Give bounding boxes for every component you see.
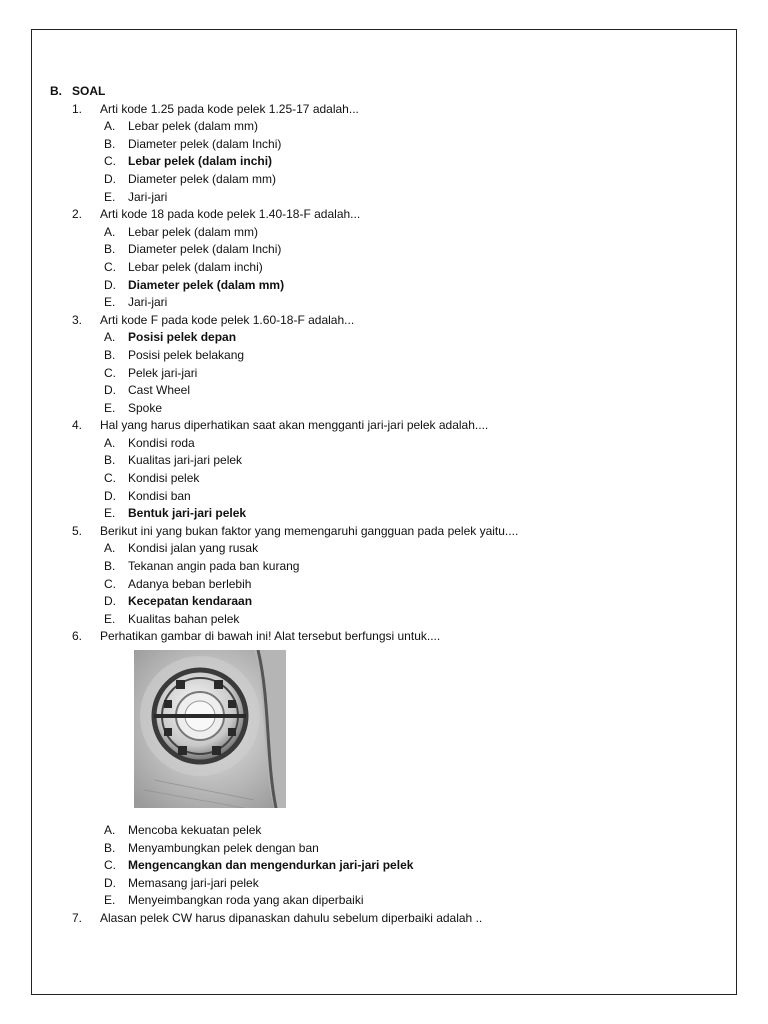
- option-letter: D.: [104, 594, 116, 609]
- option-text: Menyambungkan pelek dengan ban: [128, 840, 319, 855]
- option-text: Mengencangkan dan mengendurkan jari-jari pelek: [128, 858, 414, 873]
- question-number: 5.: [72, 523, 83, 538]
- question-text: Hal yang harus diperhatikan saat akan mengganti jari-jari pelek adalah....: [100, 418, 489, 433]
- option-b: [50, 347, 730, 365]
- option-text: Kondisi roda: [128, 435, 195, 450]
- option-c: [50, 259, 730, 277]
- option-letter: A.: [104, 224, 116, 239]
- option-letter: C.: [104, 576, 116, 591]
- option-text: Cast Wheel: [128, 383, 191, 398]
- option-e: [50, 892, 730, 910]
- question-text: Perhatikan gambar di bawah ini! Alat tersebut berfungsi untuk....: [100, 629, 441, 644]
- option-letter: C.: [104, 259, 116, 274]
- option-letter: D.: [104, 488, 116, 503]
- option-letter: C.: [104, 471, 116, 486]
- option-a: [50, 540, 730, 558]
- option-text: Lebar pelek (dalam mm): [128, 119, 259, 134]
- option-a: [50, 224, 730, 242]
- option-e: [50, 505, 730, 523]
- option-letter: A.: [104, 823, 116, 837]
- question-number: 2.: [72, 207, 83, 222]
- option-c: [50, 857, 730, 875]
- option-c: [50, 470, 730, 488]
- question-number: 4.: [72, 418, 83, 433]
- option-b: [50, 241, 730, 259]
- option-text: Posisi pelek belakang: [128, 347, 245, 362]
- option-text: Kondisi jalan yang rusak: [128, 541, 259, 556]
- option-letter: C.: [104, 858, 116, 873]
- quiz-content: [50, 83, 730, 928]
- question-6: [50, 628, 730, 646]
- option-b: [50, 840, 730, 858]
- option-e: [50, 294, 730, 312]
- option-a: [50, 822, 730, 840]
- option-e: [50, 400, 730, 418]
- option-d: [50, 277, 730, 295]
- option-letter: E.: [104, 400, 116, 415]
- option-letter: A.: [104, 435, 116, 450]
- option-text: Spoke: [128, 400, 163, 415]
- option-letter: A.: [104, 541, 116, 556]
- option-letter: B.: [104, 347, 116, 362]
- question-number: 6.: [72, 629, 83, 644]
- option-c: [50, 576, 730, 594]
- option-c: [50, 365, 730, 383]
- option-text: Diameter pelek (dalam Inchi): [128, 136, 282, 151]
- option-text: Kondisi ban: [128, 488, 191, 503]
- option-text: Mencoba kekuatan pelek: [128, 823, 262, 837]
- option-letter: B.: [104, 840, 116, 855]
- option-b: [50, 452, 730, 470]
- option-letter: A.: [104, 119, 116, 134]
- option-text: Adanya beban berlebih: [128, 576, 252, 591]
- option-text: Kecepatan kendaraan: [128, 594, 253, 609]
- question-3: [50, 312, 730, 330]
- option-text: Diameter pelek (dalam mm): [128, 277, 285, 292]
- option-text: Lebar pelek (dalam mm): [128, 224, 259, 239]
- option-e: [50, 189, 730, 207]
- question-4: [50, 417, 730, 435]
- option-text: Jari-jari: [128, 189, 168, 204]
- option-d: [50, 593, 730, 611]
- option-b: [50, 558, 730, 576]
- option-a: [50, 118, 730, 136]
- option-letter: E.: [104, 893, 116, 908]
- option-c: [50, 153, 730, 171]
- option-letter: E.: [104, 295, 116, 310]
- option-d: [50, 382, 730, 400]
- section-title: SOAL: [72, 84, 106, 98]
- option-d: [50, 171, 730, 189]
- option-text: Lebar pelek (dalam inchi): [128, 154, 273, 169]
- option-text: Diameter pelek (dalam Inchi): [128, 242, 282, 257]
- question-number: 1.: [72, 101, 83, 116]
- option-text: Diameter pelek (dalam mm): [128, 171, 277, 186]
- option-letter: E.: [104, 189, 116, 204]
- option-text: Memasang jari-jari pelek: [128, 875, 259, 890]
- question-number: 7.: [72, 910, 83, 925]
- question-text: Arti kode 1.25 pada kode pelek 1.25-17 adalah...: [100, 101, 359, 116]
- option-letter: D.: [104, 171, 116, 186]
- option-letter: C.: [104, 365, 116, 380]
- option-letter: B.: [104, 242, 116, 257]
- option-d: [50, 875, 730, 893]
- option-letter: D.: [104, 383, 116, 398]
- option-a: [50, 435, 730, 453]
- option-text: Kondisi pelek: [128, 471, 200, 486]
- question-list: [50, 101, 730, 928]
- option-letter: C.: [104, 154, 116, 169]
- option-letter: D.: [104, 277, 116, 292]
- question-text: Arti kode 18 pada kode pelek 1.40-18-F adalah...: [100, 207, 361, 222]
- option-letter: A.: [104, 330, 116, 345]
- question-2: [50, 206, 730, 224]
- option-text: Kualitas jari-jari pelek: [128, 453, 243, 468]
- section-letter: B.: [50, 84, 62, 98]
- question-number: 3.: [72, 312, 83, 327]
- option-letter: B.: [104, 453, 116, 468]
- question-text: Alasan pelek CW harus dipanaskan dahulu sebelum diperbaiki adalah ..: [100, 910, 483, 925]
- option-text: Posisi pelek depan: [128, 330, 237, 345]
- spoke-wrench-image: [134, 650, 286, 808]
- option-text: Menyeimbangkan roda yang akan diperbaiki: [128, 893, 364, 908]
- option-letter: E.: [104, 611, 116, 626]
- option-text: Lebar pelek (dalam inchi): [128, 259, 263, 274]
- question-text: Arti kode F pada kode pelek 1.60-18-F adalah...: [100, 312, 355, 327]
- option-text: Bentuk jari-jari pelek: [128, 506, 247, 521]
- option-letter: D.: [104, 875, 116, 890]
- option-letter: E.: [104, 506, 116, 521]
- option-text: Tekanan angin pada ban kurang: [128, 559, 300, 574]
- question-text: Berikut ini yang bukan faktor yang memengaruhi gangguan pada pelek yaitu....: [100, 523, 519, 538]
- option-a: [50, 329, 730, 347]
- option-d: [50, 488, 730, 506]
- option-letter: B.: [104, 136, 116, 151]
- question-1: [50, 101, 730, 119]
- question-5: [50, 523, 730, 541]
- option-text: Pelek jari-jari: [128, 365, 198, 380]
- option-letter: B.: [104, 559, 116, 574]
- option-b: [50, 136, 730, 154]
- option-text: Kualitas bahan pelek: [128, 611, 240, 626]
- option-e: [50, 611, 730, 629]
- question-7: [50, 910, 730, 928]
- section-heading: [50, 83, 730, 101]
- option-text: Jari-jari: [128, 295, 168, 310]
